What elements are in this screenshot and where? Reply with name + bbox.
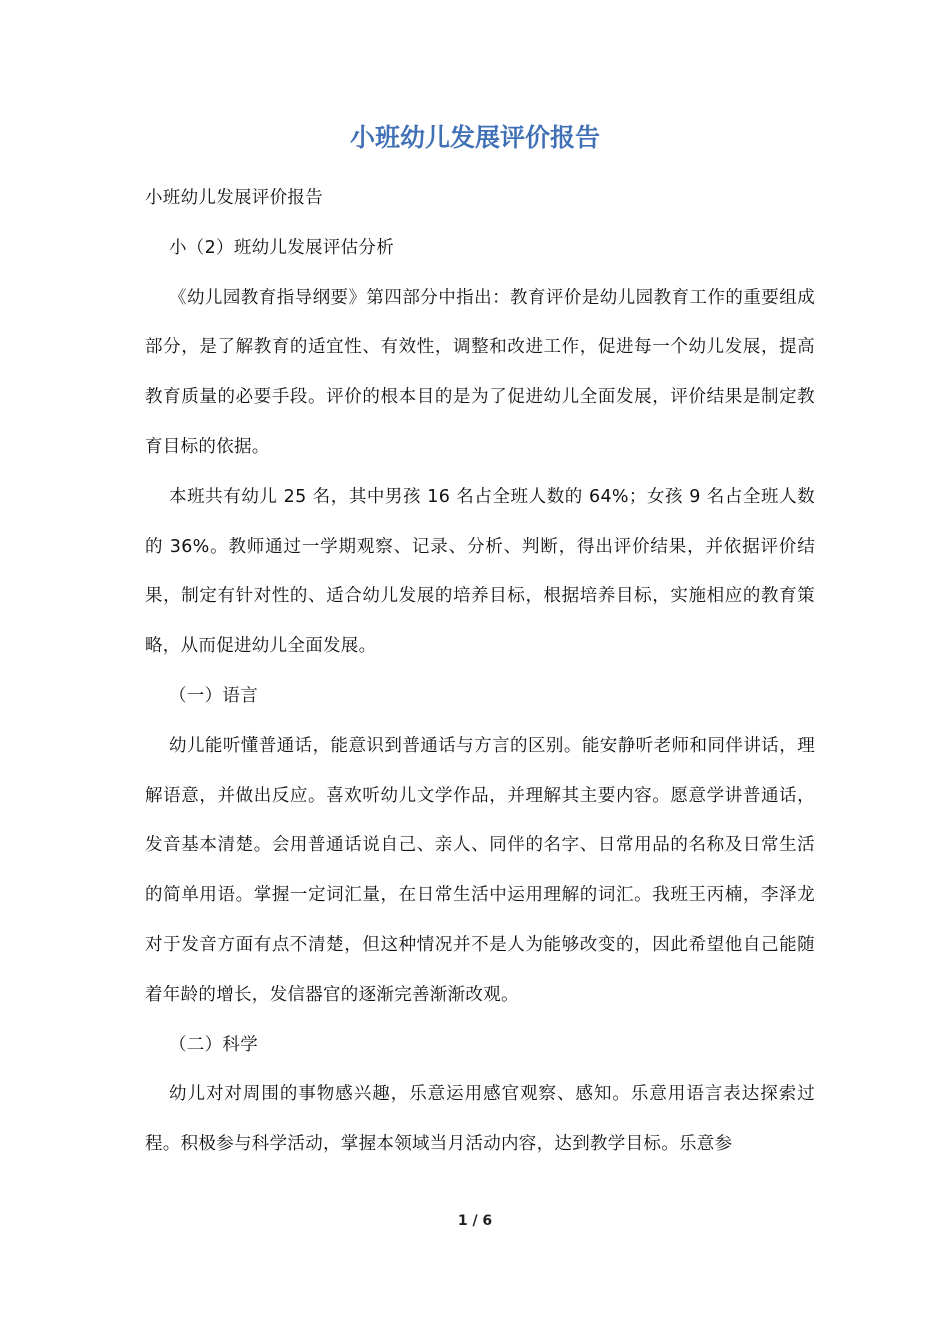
document-body <box>145 174 815 1170</box>
page-number: 1 / 6 <box>457 1213 493 1229</box>
body-paragraph: 幼儿能听懂普通话，能意识到普通话与方言的区别。能安静听老师和同伴讲话，理解语意，并做出反应。喜欢听幼儿文学作品，并理解其主要内容。愿意学讲普通话，发音基本清楚。会用普通话说自己、亲人、同伴的名字、日常用品的名称及日常生活的简单用语。掌握一定词汇量，在日常生活中运用理解的词汇。我班王丙楠，李泽龙对于发音方面有点不清楚，但这种情况并不是人为能够改变的，因此希望他自己能随着年龄的增长，发信器官的逐渐完善渐渐改观。 <box>145 735 815 1005</box>
document-title: 小班幼儿发展评价报告 <box>349 123 600 152</box>
section-heading-language: （一）语言 <box>169 685 258 706</box>
section-heading-science: （二）科学 <box>169 1034 258 1055</box>
body-paragraph: 幼儿对对周围的事物感兴趣，乐意运用感官观察、感知。乐意用语言表达探索过程。积极参与科学活动，掌握本领域当月活动内容，达到教学目标。乐意参 <box>145 1084 815 1155</box>
body-paragraph: 《幼儿园教育指导纲要》第四部分中指出：教育评价是幼儿园教育工作的重要组成部分，是了解教育的适宜性、有效性，调整和改进工作，促进每一个幼儿发展，提高教育质量的必要手段。评价的根本目的是为了促进幼儿全面发展，评价结果是制定教育目标的依据。 <box>145 287 815 457</box>
body-paragraph: 本班共有幼儿 25 名，其中男孩 16 名占全班人数的 64%；女孩 9 名占全班人数的 36%。教师通过一学期观察、记录、分析、判断，得出评价结果，并依据评价结果，制定有针对性的、适合幼儿发展的培养目标，根据培养目标，实施相应的教育策略，从而促进幼儿全面发展。 <box>145 486 815 657</box>
subtitle-paragraph: 小班幼儿发展评价报告 <box>145 188 323 208</box>
section-heading-paragraph: 小（2）班幼儿发展评估分析 <box>169 237 395 258</box>
